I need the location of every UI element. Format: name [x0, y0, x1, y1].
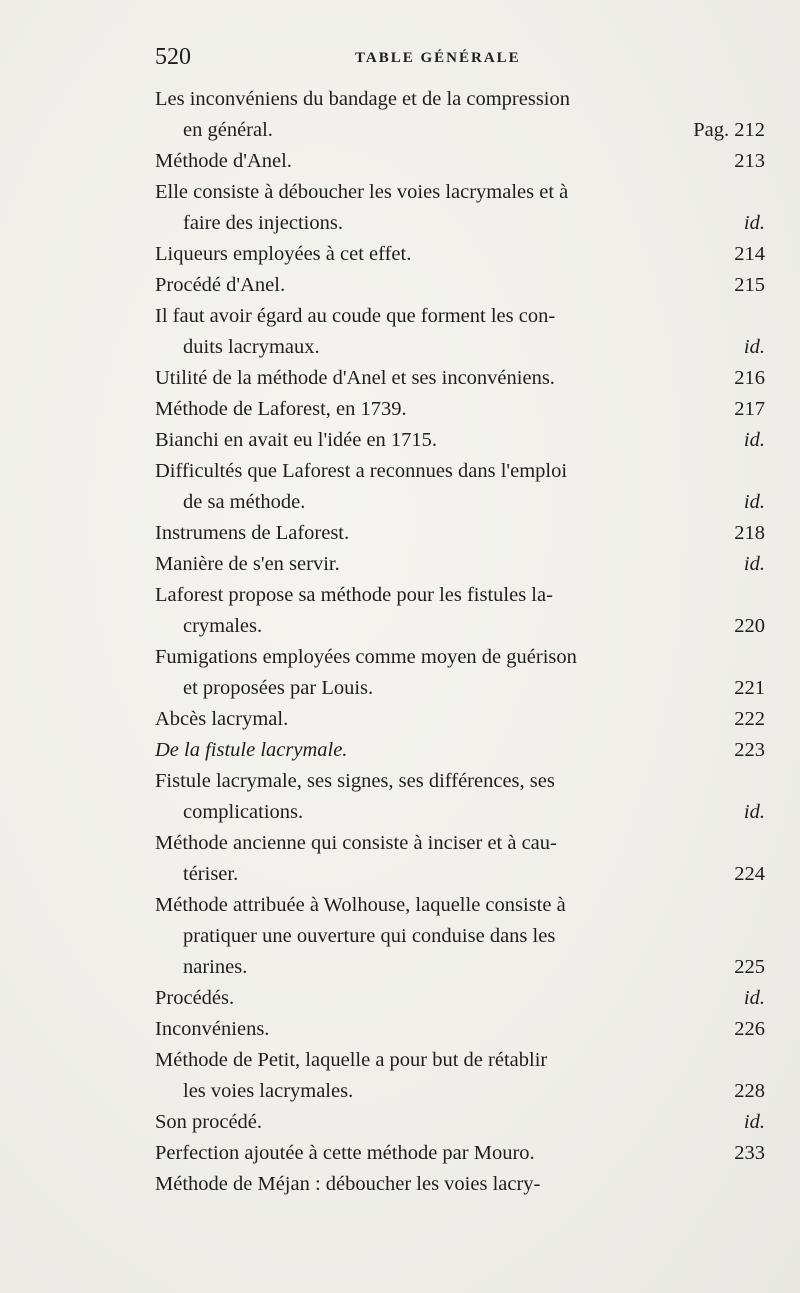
page-number: 520: [155, 44, 191, 70]
toc-entry-text: Méthode de Méjan : déboucher les voies lacry-: [155, 1173, 541, 1195]
toc-entry-line: [155, 239, 765, 270]
toc-entry: [155, 456, 765, 518]
toc-entry-page-number: id.: [743, 429, 765, 451]
toc-entry-line: [155, 549, 765, 580]
toc-entry-page-number: 220: [734, 615, 765, 637]
toc-entry-page-number: 224: [734, 863, 765, 885]
toc-entry-text: Fistule lacrymale, ses signes, ses différences, ses: [155, 770, 555, 792]
toc-entry-page-number: 226: [734, 1018, 765, 1040]
toc-entry: [155, 983, 765, 1014]
toc-entry-page-number: 214: [734, 243, 765, 265]
toc-entry-line: [155, 146, 765, 177]
toc-entry-continuation: [155, 208, 765, 239]
toc-entry: [155, 394, 765, 425]
toc-entry: [155, 1014, 765, 1045]
toc-entry: [155, 239, 765, 270]
toc-entry-line: [155, 518, 765, 549]
toc-entry: [155, 828, 765, 890]
toc-entry-continuation: [155, 115, 765, 146]
toc-entry-page-number: id.: [743, 801, 765, 823]
table-of-contents: [155, 84, 765, 1200]
toc-entry-text: Méthode attribuée à Wolhouse, laquelle consiste à: [155, 894, 566, 916]
toc-entry-line: [155, 394, 765, 425]
toc-entry-line: [155, 735, 765, 766]
toc-entry: [155, 890, 765, 983]
toc-entry-continuation: [155, 1076, 765, 1107]
toc-entry: [155, 735, 765, 766]
toc-entry-line: [155, 642, 765, 673]
toc-entry: [155, 642, 765, 704]
toc-entry-page-number: 218: [734, 522, 765, 544]
toc-entry: [155, 425, 765, 456]
toc-entry-text: narines.: [183, 956, 248, 978]
toc-entry-line: [155, 1014, 765, 1045]
toc-entry-line: [155, 425, 765, 456]
toc-entry-line: [155, 766, 765, 797]
toc-entry-text: Difficultés que Laforest a reconnues dans l'emploi: [155, 460, 568, 482]
toc-entry-text: Il faut avoir égard au coude que forment les con-: [155, 305, 556, 327]
toc-entry-continuation: [155, 921, 765, 952]
toc-entry-page-number: 233: [734, 1142, 765, 1164]
toc-entry-text: Méthode de Laforest, en 1739.: [155, 398, 407, 420]
toc-entry-page-number: 221: [734, 677, 765, 699]
toc-entry-page-number: 223: [734, 739, 765, 761]
toc-entry-text: tériser.: [183, 863, 239, 885]
toc-entry-text: Les inconvéniens du bandage et de la compression: [155, 88, 570, 110]
toc-entry: [155, 146, 765, 177]
toc-entry-text: Fumigations employées comme moyen de guérison: [155, 646, 577, 668]
toc-entry: [155, 518, 765, 549]
toc-entry-page-number: id.: [743, 212, 765, 234]
toc-entry-line: [155, 456, 765, 487]
toc-entry-text: crymales.: [183, 615, 263, 637]
toc-entry: [155, 177, 765, 239]
toc-entry-page-number: 228: [734, 1080, 765, 1102]
toc-entry: [155, 1107, 765, 1138]
toc-entry-page-number: 216: [734, 367, 765, 389]
toc-entry-page-number: 215: [734, 274, 765, 296]
toc-entry-continuation: [155, 611, 765, 642]
toc-entry-text: Procédés.: [155, 987, 235, 1009]
toc-entry-text: Méthode de Petit, laquelle a pour but de rétablir: [155, 1049, 548, 1071]
toc-entry-text: Elle consiste à déboucher les voies lacrymales et à: [155, 181, 569, 203]
toc-entry-text: faire des injections.: [183, 212, 343, 234]
toc-entry-text: duits lacrymaux.: [183, 336, 320, 358]
toc-entry-line: [155, 983, 765, 1014]
toc-entry-line: [155, 1045, 765, 1076]
toc-entry-text: Manière de s'en servir.: [155, 553, 340, 575]
toc-entry: [155, 766, 765, 828]
toc-entry-text: Perfection ajoutée à cette méthode par Mouro.: [155, 1142, 535, 1164]
toc-entry-line: [155, 363, 765, 394]
toc-entry-continuation: [155, 332, 765, 363]
toc-entry-page-number: 225: [734, 956, 765, 978]
page-header: [150, 44, 770, 74]
toc-entry-line: [155, 84, 765, 115]
toc-entry-text: complications.: [183, 801, 304, 823]
toc-entry-text: les voies lacrymales.: [183, 1080, 354, 1102]
toc-entry-line: [155, 301, 765, 332]
toc-entry-text: de sa méthode.: [183, 491, 306, 513]
toc-entry-line: [155, 177, 765, 208]
toc-entry-line: [155, 828, 765, 859]
toc-entry: [155, 1045, 765, 1107]
toc-entry-page-number: id.: [743, 553, 765, 575]
toc-entry-line: [155, 270, 765, 301]
toc-entry-line: [155, 1107, 765, 1138]
toc-entry-page-number: id.: [743, 491, 765, 513]
toc-entry: [155, 270, 765, 301]
toc-entry-text: De la fistule lacrymale.: [155, 739, 348, 761]
toc-entry-continuation: [155, 673, 765, 704]
toc-entry-text: et proposées par Louis.: [183, 677, 374, 699]
toc-entry-text: Méthode ancienne qui consiste à inciser et à cau-: [155, 832, 557, 854]
toc-entry-page-number: 213: [734, 150, 765, 172]
toc-entry-continuation: [155, 859, 765, 890]
toc-entry-text: en général.: [183, 119, 273, 141]
toc-entry-page-number: Pag. 212: [693, 119, 765, 141]
toc-entry-line: [155, 890, 765, 921]
toc-entry-continuation: [155, 487, 765, 518]
toc-entry-text: Méthode d'Anel.: [155, 150, 292, 172]
toc-entry-text: pratiquer une ouverture qui conduise dans les: [183, 925, 556, 947]
toc-entry-line: [155, 1138, 765, 1169]
toc-entry: [155, 1169, 765, 1200]
toc-entry-page-number: 217: [734, 398, 765, 420]
toc-entry: [155, 704, 765, 735]
toc-entry-text: Procédé d'Anel.: [155, 274, 286, 296]
toc-entry-page-number: id.: [743, 336, 765, 358]
toc-entry: [155, 84, 765, 146]
toc-entry-line: [155, 1169, 765, 1200]
toc-entry-line: [155, 704, 765, 735]
toc-entry: [155, 1138, 765, 1169]
toc-entry: [155, 363, 765, 394]
toc-entry-page-number: id.: [743, 1111, 765, 1133]
toc-entry: [155, 580, 765, 642]
toc-entry-page-number: 222: [734, 708, 765, 730]
toc-entry-text: Bianchi en avait eu l'idée en 1715.: [155, 429, 438, 451]
toc-entry-text: Abcès lacrymal.: [155, 708, 289, 730]
toc-entry-continuation: [155, 952, 765, 983]
toc-entry-text: Instrumens de Laforest.: [155, 522, 350, 544]
toc-entry-continuation: [155, 797, 765, 828]
toc-entry-line: [155, 580, 765, 611]
toc-entry-text: Liqueurs employées à cet effet.: [155, 243, 412, 265]
toc-entry-text: Son procédé.: [155, 1111, 263, 1133]
toc-entry-text: Utilité de la méthode d'Anel et ses inconvéniens.: [155, 367, 555, 389]
toc-entry: [155, 549, 765, 580]
toc-entry-text: Inconvéniens.: [155, 1018, 270, 1040]
toc-entry-page-number: id.: [743, 987, 765, 1009]
running-title: TABLE GÉNÉRALE: [355, 50, 521, 66]
toc-entry-text: Laforest propose sa méthode pour les fistules la-: [155, 584, 553, 606]
toc-entry: [155, 301, 765, 363]
